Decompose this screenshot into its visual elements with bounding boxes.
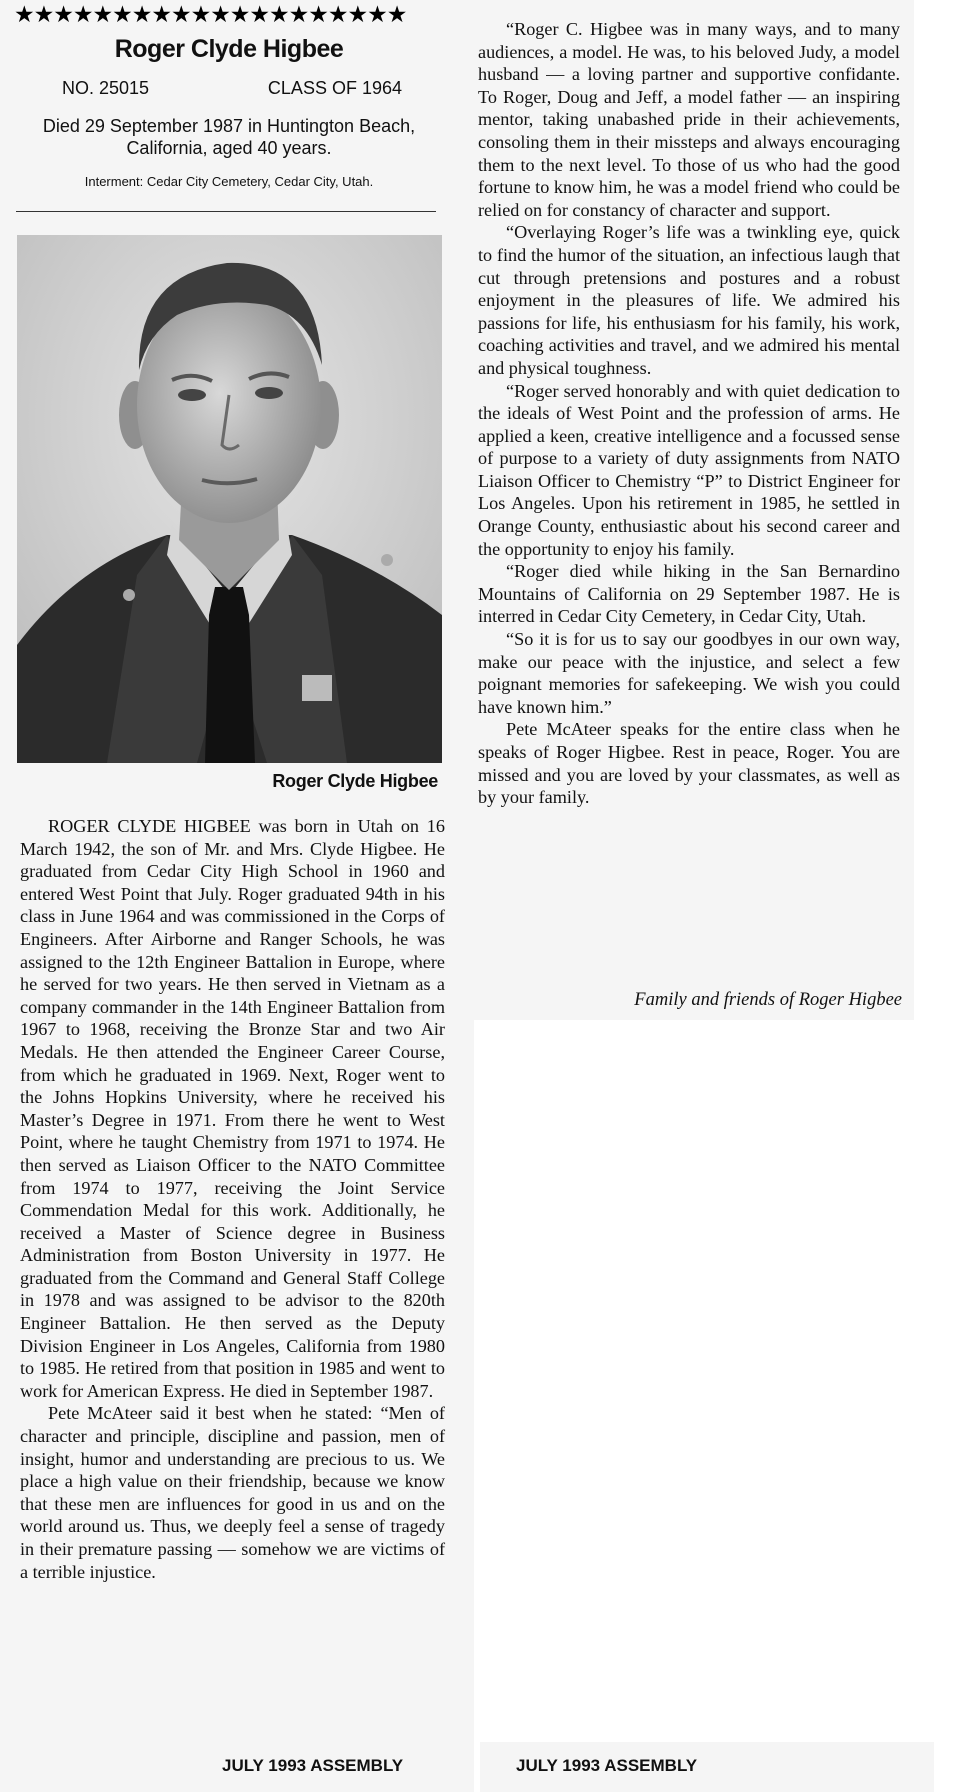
header-divider <box>16 211 436 212</box>
photo-caption: Roger Clyde Higbee <box>272 771 438 791</box>
right-column-text <box>478 18 900 809</box>
signature-line: Family and friends of Roger Higbee <box>634 990 902 1010</box>
portrait-photo <box>17 235 442 763</box>
paragraph: “So it is for us to say our goodbyes in our own way, make our peace with the injustice, and select a few poignant memories for safekeeping. We wish you could have known him.” <box>478 629 900 717</box>
interment-label: Interment: <box>84 174 144 189</box>
interment-line <box>14 174 444 189</box>
paragraph: Pete McAteer speaks for the entire class when he speaks of Roger Higbee. Rest in peace, Roger. You are missed and you are loved by your classmates, as well as by your family. <box>478 719 900 808</box>
paragraph: “Overlaying Roger’s life was a twinkling eye, quick to find the humor of the situation, an infectious laugh that cut through pretensions and postures and a robust enjoyment in the pleasures of life. We admired his passions for life, his enthusiasm for his family, his work, coaching activities and travel, and we admired his mental and physical toughness. <box>478 222 900 378</box>
footer-publication-right: JULY 1993 ASSEMBLY <box>516 1756 698 1775</box>
portrait-illustration <box>17 235 442 763</box>
left-column-text <box>20 815 445 1583</box>
paragraph: “Roger served honorably and with quiet dedication to the ideals of West Point and the profession of arms. He applied a keen, creative intelligence and a focussed sense of purpose to a variety of duty assignments from NATO Liaison Officer to Chemistry “P” to District Engineer for Los Angeles. Upon his retirement in 1985, he settled in Orange County, enthusiastic about his second career and the opportunity to enjoy his family. <box>478 380 900 559</box>
interment-place: Cedar City Cemetery, Cedar City, Utah. <box>146 174 374 189</box>
footer-publication-left: JULY 1993 ASSEMBLY <box>222 1756 404 1775</box>
star-border: ★★★★★★★★★★★★★★★★★★★★ <box>14 2 407 28</box>
obituary-name-heading: Roger Clyde Higbee <box>114 35 344 63</box>
death-line-2: California, aged 40 years. <box>126 138 332 158</box>
death-details <box>14 115 444 159</box>
paragraph: ROGER CLYDE HIGBEE was born in Utah on 16 March 1942, the son of Mr. and Mrs. Clyde Higbee. He graduated from Cedar City High School in 1960 and entered West Point that July. Roger graduated 94th in his class in June 1964 and was commissioned in the Corps of Engineers. After Airborne and Ranger Schools, he was assigned to the 12th Engineer Battalion in Europe, where he served for two years. He then served in Vietnam as a company commander in the 14th Engineer Battalion from 1967 to 1968, receiving the Bronze Star and two Air Medals. He then attended the Engineer Career Course, from which he graduated in 1969. Next, Roger went to the Johns Hopkins University, where he received his Master’s Degree in 1971. From there he went to West Point, where he taught Chemistry from 1971 to 1974. He then served as Liaison Officer to the NATO Committee from 1974 to 1977, receiving the Joint Service Commendation Medal for this work. Additionally, he received a Master of Science degree in Business Administration from Boston University in 1977. He graduated from the Command and General Staff College in 1978 and was assigned to be advisor to the 820th Engineer Battalion. He then served as the Deputy Division Engineer in Los Angeles, California from 1980 to 1985. He retired from that position in 1985 and went to work for American Express. He died in September 1987. <box>20 816 445 1401</box>
class-year: CLASS OF 1964 <box>267 78 402 98</box>
paragraph: Pete McAteer said it best when he stated: “Men of character and principle, discipline and passion, men of insight, humor and understanding are precious to us. We place a high value on their friendship, because we know that these men are influences for good in us and on the world around us. Thus, we deeply feel a sense of tragedy in their premature passing — somehow we are victims of a terrible injustice. <box>20 1403 445 1582</box>
death-line-1: Died 29 September 1987 in Huntington Beach, <box>42 116 416 136</box>
cadet-number-line <box>62 78 402 99</box>
cadet-number: NO. 25015 <box>62 78 150 98</box>
paragraph: “Roger died while hiking in the San Bernardino Mountains of California on 29 September 1987. He is interred in Cedar City Cemetery, in Cedar City, Utah. <box>478 561 900 627</box>
paragraph: “Roger C. Higbee was in many ways, and to many audiences, a model. He was, to his beloved Judy, a model husband — a loving partner and supportive confidante. To Roger, Doug and Jeff, a model father — an inspiring mentor, taking unabashed pride in their achievements, consoling them in their missteps and always encouraging them to the next level. To those of us who had the good fortune to know him, he was a model friend who could be relied on for constancy of character and support. <box>478 19 900 220</box>
